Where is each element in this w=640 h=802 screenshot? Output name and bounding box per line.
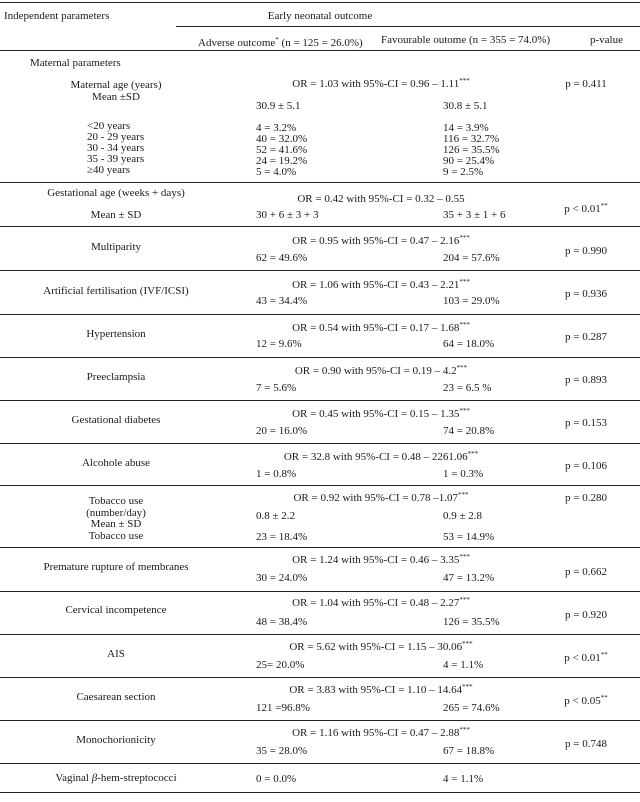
adverse-value: 35 = 28.0% <box>256 745 308 757</box>
row-sublabel: Tobacco use <box>88 530 144 542</box>
adverse-value: 30.9 ± 5.1 <box>256 100 301 112</box>
row-rule <box>0 400 640 401</box>
p-value: p = 0.990 <box>565 245 607 257</box>
adverse-value: 25= 20.0% <box>256 659 305 671</box>
favourable-value: 35 + 3 ± 1 + 6 <box>443 209 506 221</box>
age-group-label: 30 - 34 years <box>87 142 145 154</box>
age-group-label: 20 - 29 years <box>87 131 145 143</box>
favourable-value: 1 = 0.3% <box>443 468 484 480</box>
age-group-label: 35 - 39 years <box>87 153 145 165</box>
row-label: Monochorionicity <box>76 734 156 746</box>
row-label: Maternal age (years) <box>70 79 162 91</box>
row-rule <box>0 591 640 592</box>
adverse-value: 48 = 38.4% <box>256 616 308 628</box>
row-rule <box>0 677 640 678</box>
row-rule <box>0 443 640 444</box>
adverse-value: 20 = 16.0% <box>256 425 308 437</box>
favourable-value: 90 = 25.4% <box>443 155 495 167</box>
header-p-value: p-value <box>590 34 623 46</box>
odds-ratio: OR = 3.83 with 95%-CI = 1.10 – 14.64*** <box>289 683 473 696</box>
row-label: Multiparity <box>90 241 142 253</box>
header-early-neonatal-outcome: Early neonatal outcome <box>267 10 373 22</box>
bottom-rule <box>0 792 640 793</box>
favourable-value: 0.9 ± 2.8 <box>443 510 483 522</box>
row-rule <box>0 226 640 227</box>
row-rule <box>0 357 640 358</box>
row-rule <box>0 314 640 315</box>
odds-ratio: OR = 5.62 with 95%-CI = 1.15 – 30.06*** <box>289 640 473 653</box>
p-value: p = 0.748 <box>565 738 607 750</box>
adverse-value: 24 = 19.2% <box>256 155 308 167</box>
row-label: Gestational age (weeks + days) <box>47 187 185 199</box>
favourable-value: 116 = 32.7% <box>443 133 500 145</box>
odds-ratio: OR = 1.24 with 95%-CI = 0.46 – 3.35*** <box>292 553 470 566</box>
row-label: Alcohole abuse <box>81 457 151 469</box>
adverse-value: 4 = 3.2% <box>256 122 297 134</box>
row-label: Artificial fertilisation (IVF/ICSI) <box>43 285 189 297</box>
header-favourable-outcome: Favourable outome (n = 355 = 74.0%) <box>381 34 551 46</box>
p-value: p = 0.287 <box>565 331 607 343</box>
row-label: Gestational diabetes <box>71 414 161 426</box>
p-value: p = 0.920 <box>565 609 607 621</box>
odds-ratio: OR = 0.45 with 95%-CI = 0.15 – 1.35*** <box>292 407 470 420</box>
row-rule <box>0 634 640 635</box>
row-label: Caesarean section <box>76 691 156 703</box>
row-rule <box>0 720 640 721</box>
header-partial-rule <box>176 26 640 27</box>
adverse-value: 12 = 9.6% <box>256 338 302 350</box>
row-rule <box>0 763 640 764</box>
odds-ratio: OR = 1.16 with 95%-CI = 0.47 – 2.88*** <box>292 726 470 739</box>
p-value: p = 0.936 <box>565 288 607 300</box>
row-label: Hypertension <box>86 328 146 340</box>
favourable-value: 14 = 3.9% <box>443 122 489 134</box>
top-rule <box>0 2 640 3</box>
row-label: Tobacco use <box>88 495 144 507</box>
odds-ratio: OR = 0.90 with 95%-CI = 0.19 – 4.2*** <box>294 364 468 377</box>
adverse-value: 5 = 4.0% <box>256 166 297 178</box>
favourable-value: 64 = 18.0% <box>443 338 495 350</box>
odds-ratio: OR = 0.95 with 95%-CI = 0.47 – 2.16*** <box>292 234 470 247</box>
favourable-value: 67 = 18.8% <box>443 745 495 757</box>
favourable-value: 4 = 1.1% <box>443 773 484 785</box>
odds-ratio: OR = 32.8 with 95%-CI = 0.48 – 2261.06*** <box>283 450 479 463</box>
favourable-value: 23 = 6.5 % <box>443 382 492 394</box>
favourable-value: 126 = 35.5% <box>443 616 500 628</box>
p-value: p < 0.05** <box>564 694 608 707</box>
favourable-value: 4 = 1.1% <box>443 659 484 671</box>
adverse-value: 43 = 34.4% <box>256 295 308 307</box>
p-value: p = 0.662 <box>565 566 607 578</box>
favourable-value: 126 = 35.5% <box>443 144 500 156</box>
p-value: p = 0.153 <box>565 417 607 429</box>
adverse-value: 0.8 ± 2.2 <box>256 510 296 522</box>
p-value: p < 0.01** <box>564 202 608 215</box>
odds-ratio: OR = 0.54 with 95%-CI = 0.17 – 1.68*** <box>292 321 470 334</box>
p-value: p = 0.106 <box>565 460 607 472</box>
adverse-value: 7 = 5.6% <box>256 382 297 394</box>
odds-ratio: OR = 0.42 with 95%-CI = 0.32 – 0.55 <box>297 193 465 205</box>
odds-ratio: OR = 1.04 with 95%-CI = 0.48 – 2.27*** <box>292 596 470 609</box>
row-sublabel: Mean ± SD <box>90 518 142 530</box>
odds-ratio: OR = 1.06 with 95%-CI = 0.43 – 2.21*** <box>292 278 470 291</box>
favourable-value: 30.8 ± 5.1 <box>443 100 488 112</box>
row-label: AIS <box>107 648 125 660</box>
row-rule <box>0 485 640 486</box>
favourable-value: 103 = 29.0% <box>443 295 500 307</box>
adverse-value: 52 = 41.6% <box>256 144 308 156</box>
p-value: p < 0.01** <box>564 651 608 664</box>
row-label: Vaginal β-hem-streptococci <box>55 772 177 784</box>
header-adverse-outcome: Adverse outcome* (n = 125 = 26.0%) <box>198 36 363 49</box>
favourable-value: 53 = 14.9% <box>443 531 495 543</box>
favourable-value: 47 = 13.2% <box>443 572 495 584</box>
row-label: Cervical incompetence <box>65 604 167 616</box>
row-sublabel: Mean ± SD <box>90 209 142 221</box>
row-sublabel: Mean ±SD <box>92 91 140 103</box>
row-label: Preeclampsia <box>86 371 146 383</box>
odds-ratio: OR = 0.92 with 95%-CI = 0.78 –1.07*** <box>293 491 469 504</box>
row-label-continued: (number/day) <box>86 507 146 519</box>
adverse-value: 121 =96.8% <box>256 702 310 714</box>
adverse-value: 30 = 24.0% <box>256 572 308 584</box>
adverse-value: 62 = 49.6% <box>256 252 308 264</box>
header-independent-parameters: Independent parameters <box>4 10 110 22</box>
row-rule <box>0 270 640 271</box>
section-maternal-parameters: Maternal parameters <box>30 57 121 69</box>
favourable-value: 204 = 57.6% <box>443 252 500 264</box>
odds-ratio: OR = 1.03 with 95%-CI = 0.96 – 1.11*** <box>292 77 470 90</box>
adverse-value: 23 = 18.4% <box>256 531 308 543</box>
p-value: p = 0.411 <box>565 78 607 90</box>
favourable-value: 265 = 74.6% <box>443 702 500 714</box>
header-rule <box>0 50 640 51</box>
p-value: p = 0.893 <box>565 374 607 386</box>
p-value: p = 0.280 <box>565 492 607 504</box>
favourable-value: 74 = 20.8% <box>443 425 495 437</box>
row-label: Premature rupture of membranes <box>43 561 189 573</box>
age-group-label: ≥40 years <box>87 164 130 176</box>
adverse-value: 0 = 0.0% <box>256 773 297 785</box>
age-group-label: <20 years <box>87 120 131 132</box>
favourable-value: 9 = 2.5% <box>443 166 484 178</box>
row-rule <box>0 182 640 183</box>
adverse-value: 30 + 6 ± 3 + 3 <box>256 209 319 221</box>
adverse-value: 1 = 0.8% <box>256 468 297 480</box>
row-rule <box>0 547 640 548</box>
adverse-value: 40 = 32.0% <box>256 133 308 145</box>
